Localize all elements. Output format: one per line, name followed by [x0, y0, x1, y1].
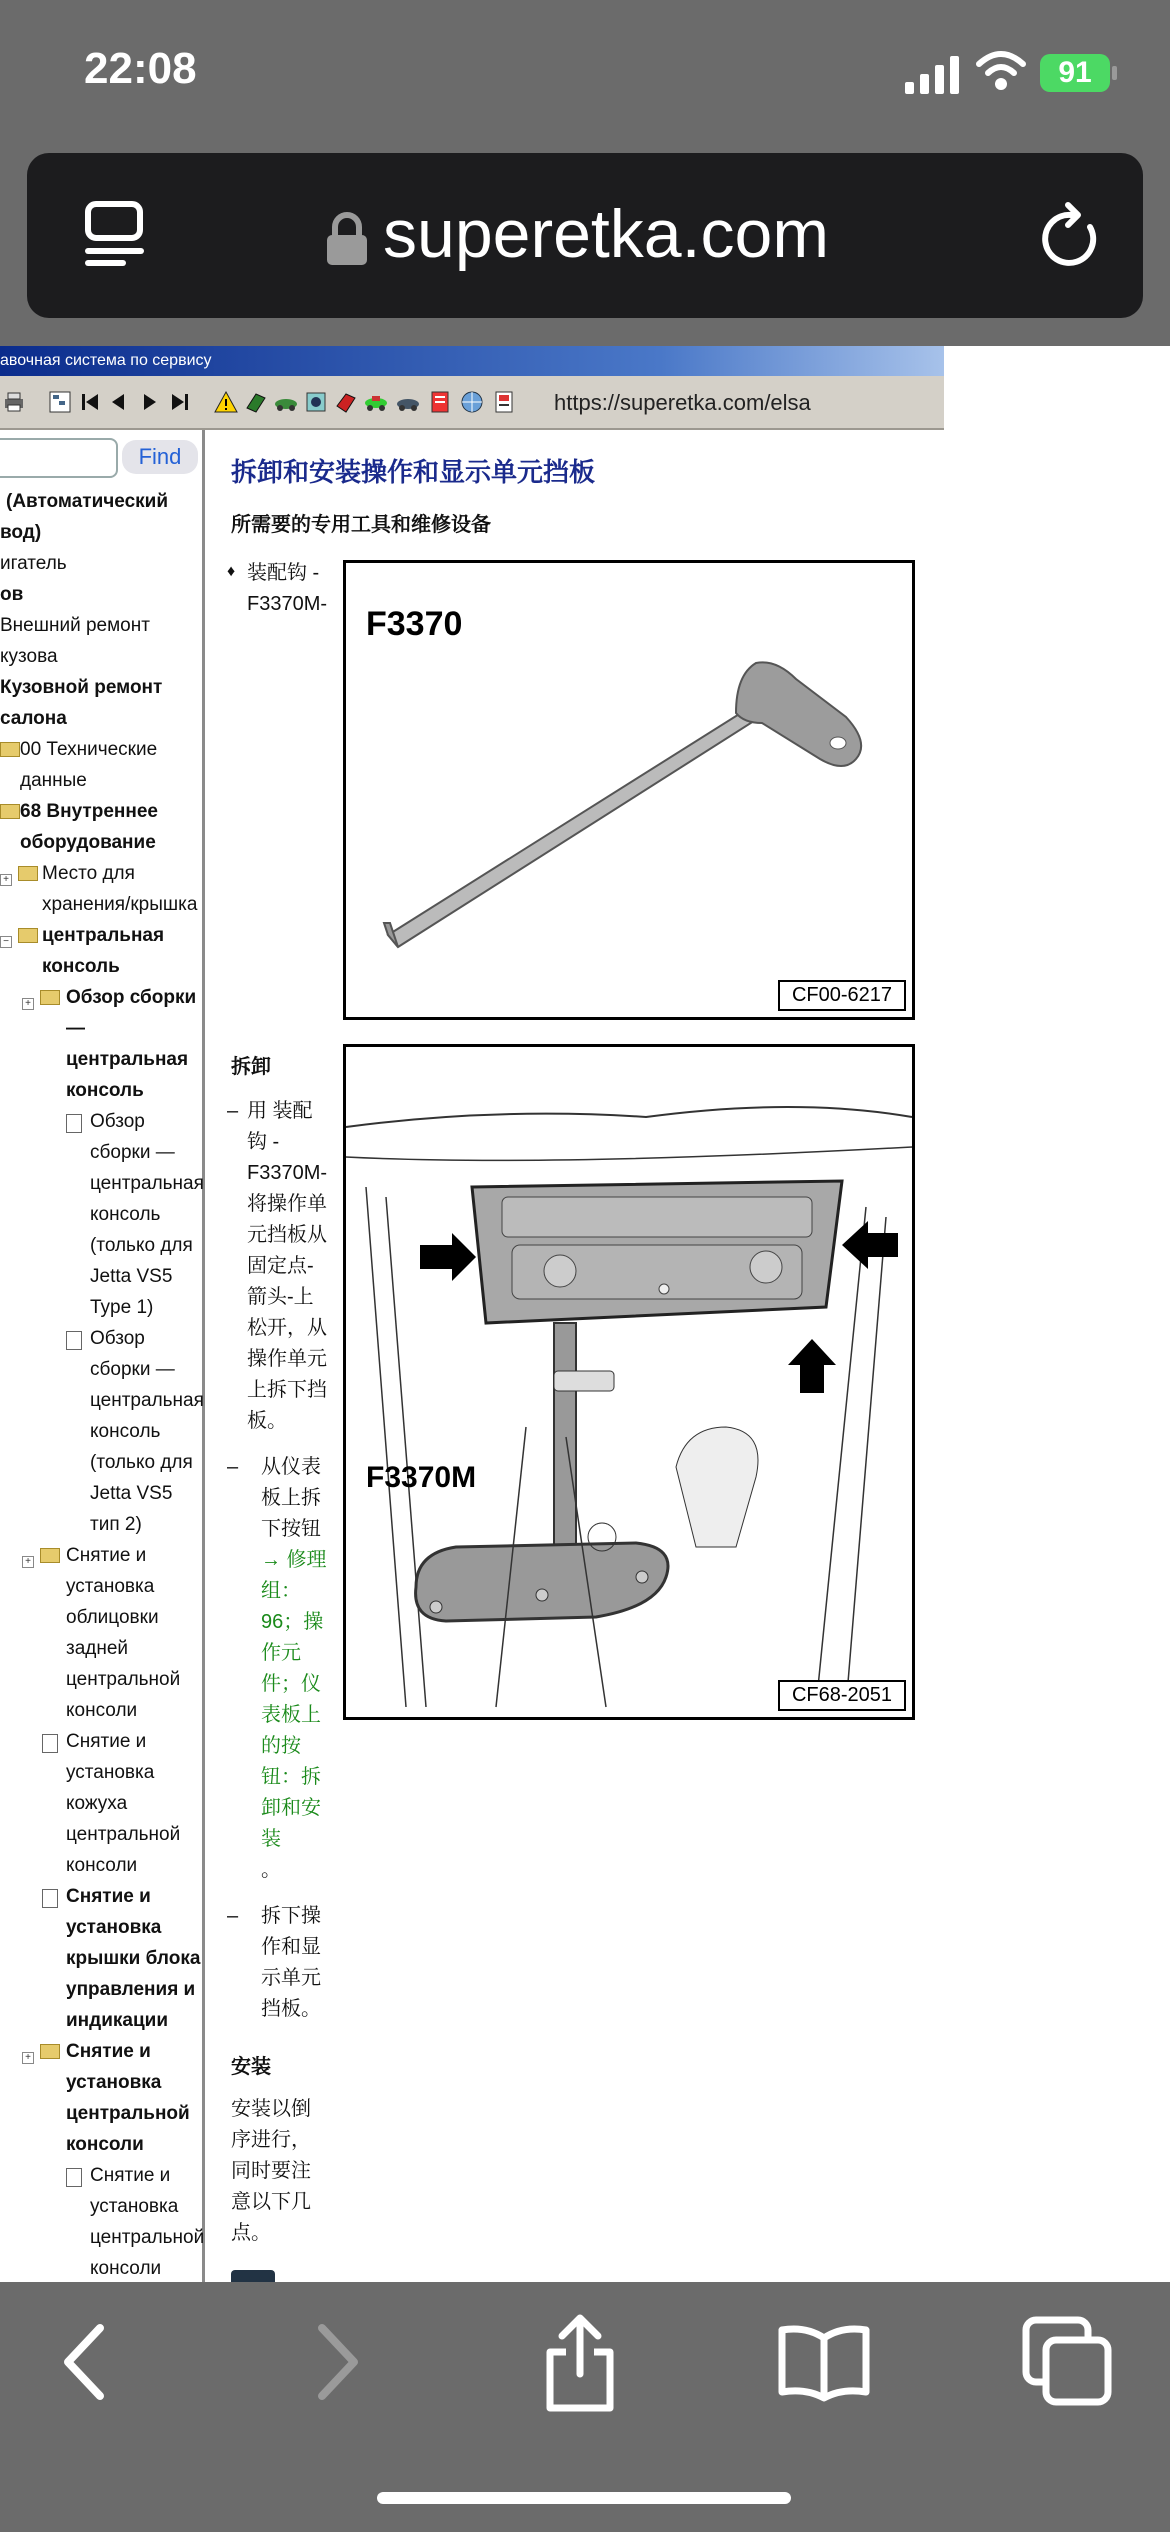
- step3-line: 示单元: [261, 1967, 321, 1989]
- folder-icon: [18, 866, 38, 881]
- tree-item[interactable]: Type 1): [90, 1297, 154, 1318]
- status-bar: [0, 0, 1170, 150]
- step3-line: 作和显: [261, 1936, 321, 1958]
- document-icon: [42, 1734, 58, 1753]
- tree-item[interactable]: установка: [66, 1576, 155, 1597]
- expand-icon[interactable]: +: [22, 1556, 34, 1568]
- tree-item[interactable]: консоль: [90, 1421, 161, 1442]
- figure-code: CF00-6217: [778, 980, 906, 1011]
- tree-item[interactable]: центральная: [90, 1390, 204, 1411]
- step2-end: 。: [261, 1859, 281, 1881]
- repair-group-link[interactable]: 装: [261, 1828, 281, 1850]
- tree-item[interactable]: Внешний ремонт: [0, 615, 150, 636]
- page-title: 拆卸和安装操作和显示单元挡板: [231, 457, 596, 487]
- folder-icon: [40, 990, 60, 1005]
- removal-heading: 拆卸: [231, 1056, 271, 1078]
- tree-item[interactable]: Обзор: [90, 1328, 145, 1349]
- tree-item[interactable]: хранения/крышка: [42, 894, 198, 915]
- car-red-icon[interactable]: [364, 390, 388, 414]
- folder-icon: [0, 804, 20, 819]
- share-icon[interactable]: [540, 2312, 620, 2412]
- tree-item[interactable]: центральная: [42, 925, 165, 946]
- first-page-icon[interactable]: [78, 390, 102, 414]
- expand-icon[interactable]: +: [22, 2052, 34, 2064]
- step1-line: 松开，从: [247, 1317, 327, 1339]
- tree-item[interactable]: Снятие и: [66, 2041, 151, 2062]
- expand-icon[interactable]: +: [0, 874, 12, 886]
- previous-page-icon[interactable]: [106, 390, 130, 414]
- tabs-icon[interactable]: [1022, 2316, 1112, 2406]
- step1-line: 操作单元: [247, 1348, 327, 1370]
- address-bar[interactable]: [27, 153, 1143, 318]
- app-toolbar: [0, 376, 944, 430]
- repair-group-link[interactable]: → 修理: [261, 1549, 327, 1571]
- document-icon: [66, 1331, 82, 1350]
- step1-line: 板。: [247, 1410, 287, 1432]
- step1-line: F3370M-: [247, 1162, 328, 1184]
- step1-line: 固定点-: [247, 1255, 314, 1277]
- status-time: 22:08: [84, 44, 197, 93]
- tree-item[interactable]: вод): [0, 522, 42, 543]
- tree-item[interactable]: центральная: [90, 1173, 204, 1194]
- expand-icon[interactable]: +: [22, 998, 34, 1010]
- tree-item[interactable]: Снятие и: [90, 2165, 171, 2186]
- dashboard-removal-illustration: [346, 1047, 912, 1717]
- diagnostic-icon[interactable]: [304, 390, 328, 414]
- find-input[interactable]: [0, 438, 118, 478]
- tree-item[interactable]: крышки блока: [66, 1948, 201, 1969]
- tools-subtitle: 所需要的专用工具和维修设备: [231, 514, 491, 536]
- tree-item[interactable]: центральной: [66, 1669, 181, 1690]
- tree-item[interactable]: (только для: [90, 1235, 193, 1256]
- step3-line: 拆下操: [261, 1905, 321, 1927]
- repair-group-link[interactable]: 卸和安: [261, 1797, 321, 1819]
- bullet-icon: ♦: [227, 563, 236, 580]
- step-dash: –: [227, 1100, 239, 1122]
- tree-item[interactable]: сборки —: [90, 1359, 175, 1380]
- tree-item[interactable]: Обзор: [90, 1111, 145, 1132]
- find-button[interactable]: Find: [122, 440, 198, 474]
- web-page: [0, 346, 1170, 2282]
- install-line: 意以下几: [231, 2191, 311, 2213]
- globe-icon[interactable]: [460, 390, 484, 414]
- tree-item[interactable]: управления и: [66, 1979, 196, 2000]
- tool-line: F3370M-: [247, 593, 328, 615]
- warning-icon[interactable]: [214, 390, 238, 414]
- book-icon[interactable]: [244, 390, 268, 414]
- step-dash: –: [227, 1456, 239, 1478]
- tree-item[interactable]: Снятие и: [66, 1545, 147, 1566]
- document-icon: [66, 2168, 82, 2187]
- step1-line: 将操作单: [247, 1193, 327, 1215]
- tree-item[interactable]: центральная: [66, 1049, 189, 1070]
- install-line: 点。: [231, 2222, 271, 2244]
- tree-item[interactable]: консоли: [66, 1700, 138, 1721]
- home-indicator: [377, 2492, 791, 2504]
- bookmarks-icon[interactable]: [776, 2322, 872, 2402]
- app-title-bar: авочная система по сервису: [0, 346, 944, 376]
- tree-item[interactable]: Снятие и: [66, 1886, 151, 1907]
- tree-item[interactable]: игатель: [0, 553, 67, 574]
- install-line: 同时要注: [231, 2160, 311, 2182]
- folder-icon: [40, 1548, 60, 1563]
- red-book-icon[interactable]: [334, 390, 358, 414]
- figure-removal: [343, 1044, 915, 1720]
- document-red-icon[interactable]: [428, 390, 452, 414]
- tree-item[interactable]: Jetta VS5: [90, 1483, 173, 1504]
- tree-view-icon[interactable]: [48, 390, 72, 414]
- last-page-icon[interactable]: [168, 390, 192, 414]
- tree-item[interactable]: установка: [66, 1762, 155, 1783]
- tree-item[interactable]: данные: [20, 770, 87, 791]
- step2-line: 从仪表: [261, 1456, 321, 1478]
- reader-mode-icon[interactable]: [85, 201, 145, 267]
- tree-item[interactable]: кузова: [0, 646, 58, 667]
- tree-item[interactable]: (только для: [90, 1452, 193, 1473]
- step1-line: 用 装配: [247, 1100, 313, 1122]
- tree-item[interactable]: 00 Технические: [20, 739, 158, 760]
- navigation-tree: [0, 430, 205, 2290]
- tree-item[interactable]: 68 Внутреннее: [20, 801, 158, 822]
- tree-item[interactable]: тип 2): [90, 1514, 142, 1535]
- figure-code: CF68-2051: [778, 1680, 906, 1711]
- step-dash: –: [227, 1905, 239, 1927]
- document-icon: [66, 1114, 82, 1133]
- wifi-icon: [975, 50, 1027, 92]
- document-content: [205, 430, 945, 2290]
- tool-line: 装配钩 -: [247, 562, 320, 584]
- tree-item[interactable]: —: [66, 1018, 85, 1039]
- tree-item[interactable]: центральной: [66, 1824, 181, 1845]
- repair-group-link[interactable]: 组：: [261, 1580, 301, 1602]
- print-icon[interactable]: [2, 390, 26, 414]
- step1-line: 钩 -: [247, 1131, 280, 1153]
- tree-item[interactable]: (Автоматический: [6, 491, 169, 512]
- lock-icon: [325, 211, 369, 267]
- repair-group-link[interactable]: 表板上: [261, 1704, 321, 1726]
- tree-item[interactable]: установка: [66, 2072, 162, 2093]
- forward-icon[interactable]: [312, 2322, 362, 2402]
- battery-tip: [1112, 66, 1117, 80]
- step1-line: 箭头-上: [247, 1286, 314, 1308]
- tree-item[interactable]: Обзор сборки: [66, 987, 197, 1008]
- car-green-icon[interactable]: [274, 390, 298, 414]
- repair-group-link[interactable]: 的按: [261, 1735, 301, 1757]
- folder-icon: [40, 2044, 60, 2059]
- folder-icon: [0, 742, 20, 757]
- tree-item[interactable]: консоли: [66, 1855, 138, 1876]
- tree-item[interactable]: установка: [90, 2196, 179, 2217]
- settings-doc-icon[interactable]: [492, 390, 516, 414]
- tree-item[interactable]: центральной: [66, 2103, 190, 2124]
- tree-item[interactable]: задней: [66, 1638, 129, 1659]
- tree-item[interactable]: консоль: [90, 1204, 161, 1225]
- step2-line: 下按钮: [261, 1518, 321, 1540]
- back-icon[interactable]: [60, 2322, 110, 2402]
- tree-item[interactable]: Кузовной ремонт: [0, 677, 163, 698]
- install-heading: 安装: [231, 2056, 271, 2078]
- tree-item[interactable]: кожуха: [66, 1793, 128, 1814]
- cellular-signal-icon: [905, 54, 961, 94]
- hook-tool-illustration: [346, 563, 912, 1017]
- collapse-icon[interactable]: −: [0, 936, 12, 948]
- car-blue-icon[interactable]: [396, 390, 420, 414]
- tree-item[interactable]: оборудование: [20, 832, 156, 853]
- battery-icon: 91: [1040, 54, 1110, 92]
- repair-group-link[interactable]: 96；操: [261, 1611, 324, 1633]
- document-icon: [42, 1889, 58, 1908]
- install-line: 安装以倒: [231, 2098, 311, 2120]
- url-domain[interactable]: superetka.com: [383, 196, 829, 272]
- figure-label: F3370: [366, 605, 463, 643]
- tree-item[interactable]: облицовки: [66, 1607, 159, 1628]
- tree-item[interactable]: Jetta VS5: [90, 1266, 173, 1287]
- install-line: 序进行，: [231, 2129, 311, 2151]
- tree-item[interactable]: индикации: [66, 2010, 169, 2031]
- tree-item[interactable]: установка: [66, 1917, 162, 1938]
- tree-item[interactable]: Снятие и: [66, 1731, 147, 1752]
- step1-line: 上拆下挡: [247, 1379, 327, 1401]
- tree-item[interactable]: Место для: [42, 863, 135, 884]
- tree-item[interactable]: консоли: [66, 2134, 144, 2155]
- tree-item[interactable]: консоль: [42, 956, 120, 977]
- next-page-icon[interactable]: [138, 390, 162, 414]
- repair-group-link[interactable]: 钮：拆: [261, 1766, 321, 1788]
- step2-line: 板上拆: [261, 1487, 321, 1509]
- repair-group-link[interactable]: 件；仪: [261, 1673, 321, 1695]
- tree-item[interactable]: сборки —: [90, 1142, 175, 1163]
- tree-item[interactable]: ов: [0, 584, 24, 605]
- tree-item[interactable]: консоль: [66, 1080, 144, 1101]
- figure-label: F3370M: [366, 1461, 477, 1494]
- step3-line: 挡板。: [261, 1998, 321, 2020]
- repair-group-link[interactable]: 作元: [261, 1642, 301, 1664]
- tree-item[interactable]: центральной: [90, 2227, 205, 2248]
- reload-icon[interactable]: [1038, 201, 1104, 271]
- figure-tool-f3370: [343, 560, 915, 1020]
- folder-icon: [18, 928, 38, 943]
- tree-item[interactable]: консоли: [90, 2258, 162, 2279]
- toolbar-url: https://superetka.com/elsa: [554, 390, 811, 415]
- step1-line: 元挡板从: [247, 1224, 327, 1246]
- tree-item[interactable]: салона: [0, 708, 67, 729]
